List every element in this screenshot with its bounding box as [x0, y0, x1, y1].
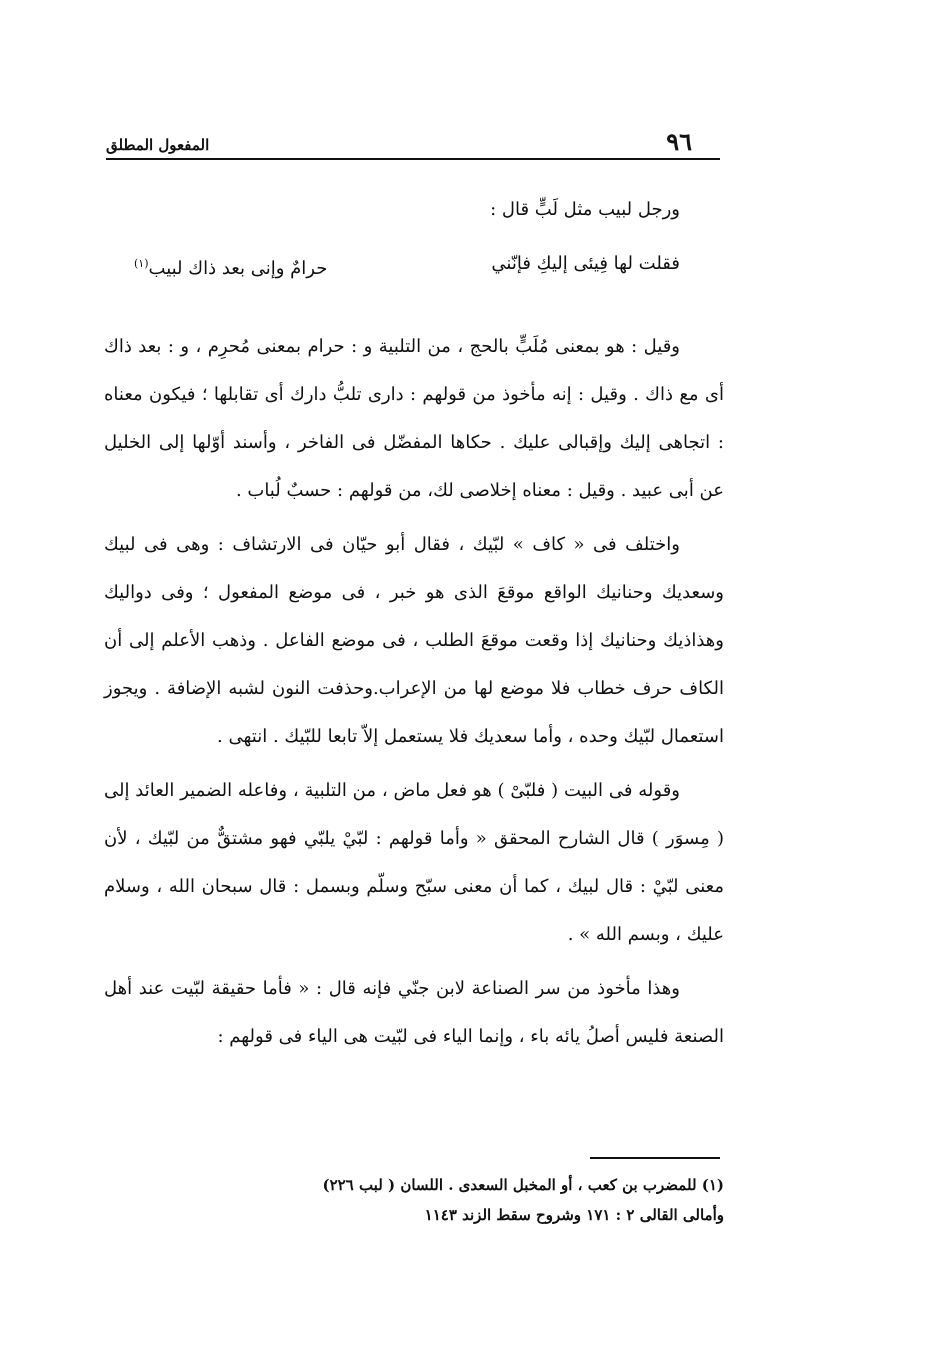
paragraph-intro: ورجل لبيب مثل لَبٍّ قال : — [490, 199, 680, 220]
page-number: ٩٦ — [666, 127, 692, 156]
footnote-line-1: (١) للمضرب بن كعب ، أو المخبل السعدى . اللسان ( لبب ٢٢٦) — [322, 1176, 724, 1194]
footnotes — [104, 1170, 724, 1230]
footnote-marker: (١) — [134, 257, 149, 270]
running-title: المفعول المطلق — [106, 136, 210, 154]
paragraph-meaning: وقيل : هو بمعنى مُلَبٍّ بالحج ، من التلبية و : حرام بمعنى مُحرِم ، و : بعد ذاك أى مع ذاك . وقيل : إنه مأخوذ من قولهم : دارى تلبُّ دارك أى تقابلها ؛ فيكون معناه : اتجاهى إليك وإقبالى عليك . حكاها المفضّل فى الفاخر ، وأسند أوّلها إلى الخليل عن أبى عبيد . وقيل : معناه إخلاصى لك، من قولهم : حسبٌ لُباب . — [104, 336, 724, 501]
poetry-verse — [104, 240, 724, 293]
page-header — [106, 122, 720, 160]
footnote-divider — [590, 1157, 720, 1159]
verse-second-hemistich — [134, 240, 327, 293]
verse-second-text: حرامٌ وإنى بعد ذاك لبيب — [148, 258, 328, 279]
paragraph-kaf: واختلف فى « كاف » لبّيك ، فقال أبو حيّان فى الارتشاف : وهى فى لبيك وسعديك وحنانيك الواقع موقعَ الذى هو خبر ، فى موضع المفعول ؛ وفى دواليك وهذاذيك وحنانيك إذا وقعت موقعَ الطلب ، فى موضع الفاعل . وذهب الأعلم إلى أن الكاف حرف خطاب فلا موضع لها من الإعراب.وحذفت النون لشبه الإضافة . ويجوز استعمال لبّيك وحده ، وأما سعديك فلا يستعمل إلاّ تابعا للبّيك . انتهى . — [104, 534, 724, 747]
body-text — [104, 186, 724, 1067]
footnote-line-2: وأمالى القالى ٢ : ١٧١ وشروح سقط الزند ١١٤٣ — [424, 1206, 724, 1224]
paragraph-verse-explanation: وقوله فى البيت ( فلبّىْ ) هو فعل ماض ، من التلبية ، وفاعله الضمير العائد إلى ( مِسوَر ) قال الشارح المحقق « وأما قولهم : لبّيْ يلبّي فهو مشتقٌّ من لبّيك ، لأن معنى لبّيْ : قال لبيك ، كما أن معنى سبّح وسلّم وبسمل : قال سبحان الله ، وسلام عليك ، وبسم الله » . — [104, 780, 724, 945]
paragraph-ibn-jinni: وهذا مأخوذ من سر الصناعة لابن جنّي فإنه قال : « فأما حقيقة لبّيت عند أهل الصنعة فليس أصلُ يائه باء ، وإنما الياء فى لبّيت هى الياء فى قولهم : — [104, 978, 724, 1047]
verse-first-hemistich: فقلت لها فِيئى إليكِ فإنّني — [491, 253, 680, 274]
